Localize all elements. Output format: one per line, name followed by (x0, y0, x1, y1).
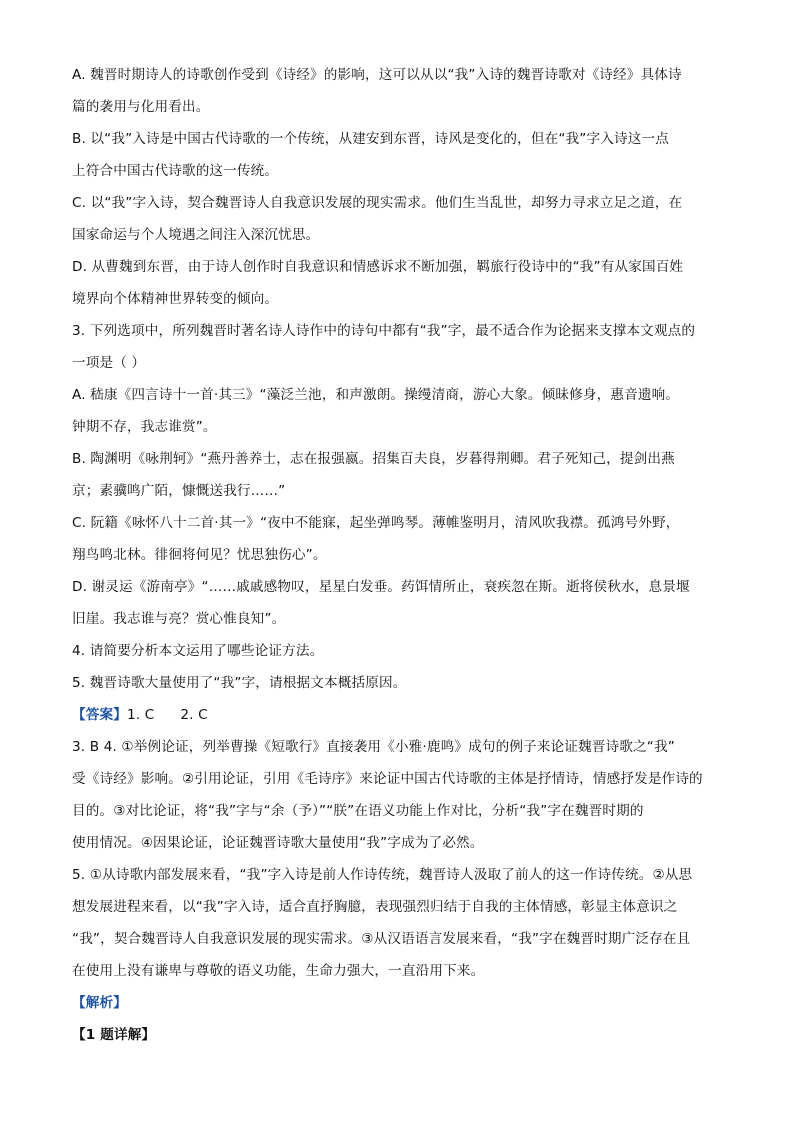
answer-line-8: 在使用上没有谦卑与尊敬的语义功能，生命力强大，一直沿用下来。 (72, 963, 485, 979)
analysis-label: 【解析】 (72, 995, 127, 1011)
q3-option-b-line-2: 京；素骥鸣广陌，慷慨送我行……” (72, 483, 286, 499)
option-a-line-2: 篇的袭用与化用看出。 (72, 99, 210, 115)
answer-line-7: “我”，契合魏晋诗人自我意识发展的现实需求。③从汉语语言发展来看，“我”字在魏晋时期广泛存在且 (72, 931, 691, 947)
q3-option-b-line-1: B. 陶渊明《咏荆轲》“燕丹善养士，志在报强嬴。招集百夫良，岁暮得荆卿。君子死知己，提剑出燕 (72, 451, 675, 467)
question-5: 5. 魏晋诗歌大量使用了“我”字，请根据文本概括原因。 (72, 675, 407, 691)
answer-item-1: 1. C (126, 707, 155, 723)
answer-line-5: 5. ①从诗歌内部发展来看，“我”字入诗是前人作诗传统，魏晋诗人汲取了前人的这一作诗传统。②从思 (72, 867, 693, 883)
answer-header (72, 706, 208, 724)
answer-line-1: 3. B 4. ①举例论证，列举曹操《短歌行》直接袭用《小雅·鹿鸣》成句的例子来论证魏晋诗歌之“我” (72, 739, 675, 755)
question-3-line-1: 3. 下列选项中，所列魏晋时著名诗人诗作中的诗句中都有“我”字，最不适合作为论据来支撑本文观点的 (72, 323, 696, 339)
answer-item-2: 2. C (180, 707, 208, 723)
question-4: 4. 请简要分析本文运用了哪些论证方法。 (72, 643, 324, 659)
q3-option-d-line-1: D. 谢灵运《游南亭》“……戚戚感物叹，星星白发垂。药饵情所止，衰疾忽在斯。逝将侯秋水，息景堰 (72, 579, 690, 595)
option-a-line-1: A. 魏晋时期诗人的诗歌创作受到《诗经》的影响，这可以从以“我”入诗的魏晋诗歌对《诗经》具体诗 (72, 67, 682, 83)
q3-option-c-line-2: 翔鸟鸣北林。徘徊将何见？忧思独伤心”。 (72, 547, 327, 563)
detail-label: 【1 题详解】 (72, 1027, 156, 1043)
answer-line-3: 目的。③对比论证，将“我”字与“余（予）”“朕”在语义功能上作对比，分析“我”字在魏晋时期的 (72, 803, 644, 819)
answer-line-2: 受《诗经》影响。②引用论证，引用《毛诗序》来论证中国古代诗歌的主体是抒情诗，情感抒发是作诗的 (72, 771, 703, 787)
option-c-line-1: C. 以“我”字入诗，契合魏晋诗人自我意识发展的现实需求。他们生当乱世，却努力寻求立足之道，在 (72, 195, 683, 211)
q3-option-a-line-2: 钟期不存，我志谁赏”。 (72, 419, 217, 435)
q3-option-a-line-1: A. 嵇康《四言诗十一首·其三》“藻泛兰池，和声激朗。操缦清商，游心大象。倾昧修身，惠音遗响。 (72, 387, 680, 403)
option-b-line-2: 上符合中国古代诗歌的这一传统。 (72, 163, 279, 179)
question-3-line-2: 一项是（ ） (72, 355, 146, 371)
option-c-line-2: 国家命运与个人境遇之间注入深沉忧思。 (72, 227, 320, 243)
q3-option-d-line-2: 旧崖。我志谁与亮？赏心惟良知”。 (72, 611, 286, 627)
answer-line-4: 使用情况。④因果论证，论证魏晋诗歌大量使用“我”字成为了必然。 (72, 835, 484, 851)
option-d-line-1: D. 从曹魏到东晋，由于诗人创作时自我意识和情感诉求不断加强，羁旅行役诗中的“我”有从家国百姓 (72, 259, 684, 275)
q3-option-c-line-1: C. 阮籍《咏怀八十二首·其一》“夜中不能寐，起坐弹鸣琴。薄帷鉴明月，清风吹我襟。孤鸿号外野， (72, 515, 680, 531)
option-b-line-1: B. 以“我”入诗是中国古代诗歌的一个传统，从建安到东晋，诗风是变化的，但在“我”字入诗这一点 (72, 131, 669, 147)
option-d-line-2: 境界向个体精神世界转变的倾向。 (72, 291, 279, 307)
answer-line-6: 想发展进程来看，以“我”字入诗，适合直抒胸臆，表现强烈归结于自我的主体情感，彰显主体意识之 (72, 899, 678, 915)
answer-label: 【答案】 (72, 707, 127, 723)
